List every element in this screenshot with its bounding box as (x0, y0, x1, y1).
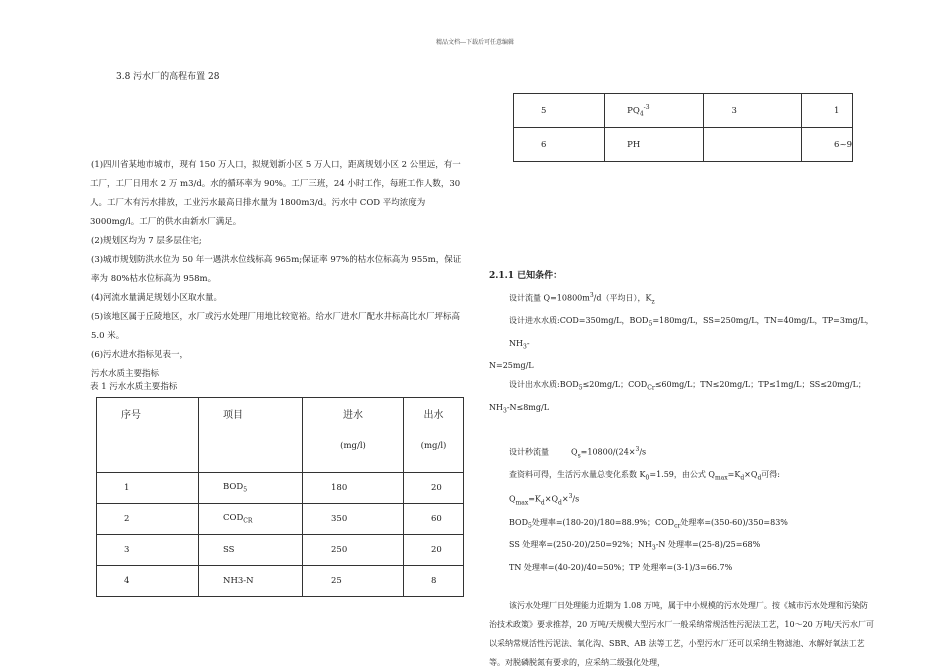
t: cr (674, 522, 681, 530)
table-row (97, 504, 464, 535)
t: max (515, 499, 529, 507)
t: 3 (522, 343, 527, 351)
spacer (489, 421, 875, 440)
t: /s (639, 447, 647, 457)
t: =1.59，由公式 Q (649, 469, 715, 479)
t: 设计流量 Q=10800m (509, 293, 590, 303)
tn-tp-rate-line: TN 处理率=(40-20)/40=50%；TP 处理率=(3-1)/3=66.7% (509, 562, 733, 572)
process-paragraph: 该污水处理厂日处理能力近期为 1.08 万吨，属于中小规模的污水处理厂。按《城市污水处理和污染防治技术政策》要求推荐，20 万吨/天规模大型污水厂一般采纳常规活性污泥法工艺，10～20 万吨/天污水厂可以采纳常规活性污泥法、氧化沟、SBR、AB 法等工艺，小型污水厂还可以采纳生物滤池、水解好氧法工艺等。对脱磷脱氮有要求的，应采纳二级强化处理， (489, 600, 875, 667)
t: - (526, 338, 530, 348)
item-sup: -3 (643, 103, 650, 111)
t: ≤60mg/L；TN≤20mg/L；TP≤1mg/L；SS≤20mg/L； (654, 380, 866, 390)
row-influent: 25 (303, 566, 404, 597)
t: d (558, 499, 562, 507)
t: -N≤8mg/L (506, 403, 550, 413)
item-name: PQ (627, 105, 640, 116)
row-item: PH (605, 128, 703, 162)
t: -N 处理率=(25-8)/25=68% (655, 540, 761, 550)
t: 设计出水水质:BOD (509, 380, 579, 390)
t: 3 (568, 493, 573, 501)
t: ×Q (744, 469, 758, 479)
section-title: 3.8 污水厂的高程布置 28 (116, 72, 220, 82)
qmax-line (489, 487, 875, 512)
t: z (651, 298, 655, 306)
t: ≤20mg/L；COD (582, 380, 648, 390)
t: BOD (509, 517, 528, 527)
t: 0 (645, 474, 650, 482)
item-sub: CR (243, 517, 253, 525)
item-sub: 5 (243, 486, 248, 494)
row-item (605, 94, 703, 128)
left-column-text (90, 156, 466, 384)
row-influent: 3 (703, 94, 802, 128)
t: /d（平均日），K (593, 293, 652, 303)
design-effluent-line (489, 375, 875, 398)
table-row (97, 473, 464, 504)
row-index: 4 (97, 566, 199, 597)
water-quality-table (96, 397, 464, 597)
row-effluent: 20 (404, 473, 464, 504)
table-row (514, 94, 853, 128)
t: 5 (648, 320, 653, 328)
t: 5 (578, 385, 583, 393)
t: 可得: (761, 469, 780, 479)
page-header: 精品文档---下载后可任意编辑 (435, 39, 515, 46)
table-row (97, 535, 464, 566)
row-influent (703, 128, 802, 162)
t: 3 (589, 292, 594, 299)
effluent-label: 出水 (423, 410, 444, 421)
row-index: 6 (514, 128, 605, 162)
row-item (199, 473, 303, 504)
row-index: 5 (514, 94, 605, 128)
design-influent-line-2: N=25mg/L (489, 361, 534, 371)
bod-cod-rate-line (489, 513, 875, 536)
para-6: (6)污水进水指标见表一， (91, 350, 189, 360)
design-influent-line (489, 311, 875, 356)
known-conditions-heading: 2.1.1 已知条件： (489, 271, 563, 281)
t: 5 (528, 522, 532, 530)
table-header-row (97, 398, 464, 473)
effluent-unit: (mg/l) (420, 441, 447, 451)
header-effluent (404, 398, 464, 473)
t: d (757, 474, 762, 482)
item-sub: 4 (639, 110, 644, 118)
t: =K (528, 495, 541, 505)
t: NH (489, 403, 503, 413)
row-item: SS (199, 535, 303, 566)
t: Q (509, 495, 516, 505)
peak-flow-line (489, 440, 875, 465)
row-effluent: 1 (802, 94, 853, 128)
t: =K (727, 469, 741, 479)
item-name: BOD (223, 482, 244, 493)
row-index: 3 (97, 535, 199, 566)
t: 处理率=(180-20)/180=88.9%；COD (531, 517, 675, 527)
row-effluent: 20 (404, 535, 464, 566)
header-index: 序号 (97, 398, 199, 473)
row-index: 2 (97, 504, 199, 535)
table-row (97, 566, 464, 597)
row-influent: 250 (303, 535, 404, 566)
table-row (514, 128, 853, 162)
para-7: 污水水质主要指标 (91, 369, 160, 379)
row-effluent: 60 (404, 504, 464, 535)
influent-unit: (mg/l) (340, 441, 366, 451)
influent-label: 进水 (343, 410, 363, 421)
row-influent: 180 (303, 473, 404, 504)
t: 3 (651, 544, 656, 552)
t: Cr (647, 385, 655, 393)
coefficient-line (489, 465, 875, 488)
t: =10800/(24× (580, 447, 636, 457)
header-item: 项目 (199, 398, 303, 473)
row-item (199, 504, 303, 535)
row-effluent: 6~9 (802, 128, 853, 162)
t: 设计进水水质:COD=350mg/L，BOD (509, 316, 649, 326)
para-3: (3)城市规划防洪水位为 50 年一遇洪水位线标高 965m;保证率 97%的枯水位标高为 955m，保证率为 80%枯水位标高为 958m。 (91, 255, 462, 284)
t: 3 (635, 445, 640, 453)
t: =180mg/L，SS=250mg/L，TN=40mg/L，TP=3mg/L，NH (509, 316, 874, 348)
row-influent: 350 (303, 504, 404, 535)
t: 3 (502, 407, 507, 415)
t: 处理率=(350-60)/350=83% (680, 517, 788, 527)
t: Q (571, 447, 578, 457)
t: SS 处理率=(250-20)/250=92%；NH (509, 540, 652, 550)
row-item: NH3-N (199, 566, 303, 597)
t: d (540, 499, 545, 507)
para-2: (2)规划区均为 7 层多层住宅; (91, 236, 202, 246)
ss-nh3-rate-line (489, 535, 875, 558)
para-1: (1)四川省某地市城市，现有 150 万人口，拟规划新小区 5 万人口，距离规划小区 2 公里远，有一工厂，工厂日用水 2 万 m3/d。水的循环率为 90%。工厂三班，24 小时工作，每班工作人数，30 人。工厂木有污水排放，工业污水最高日排水量为 1800m3/d。污水中 COD 平均浓度为 3000mg/l。工厂的供水由新水厂满足。 (90, 160, 461, 227)
water-quality-table-continued (513, 93, 853, 162)
t: 查资料可得，生活污水量总变化系数 K (509, 469, 646, 479)
design-effluent-line-2 (489, 398, 875, 421)
para-4: (4)河流水量满足规划小区取水量。 (91, 293, 223, 303)
t: s (577, 451, 581, 459)
t: /s (572, 495, 580, 505)
row-index: 1 (97, 473, 199, 504)
design-flow-line (489, 286, 875, 311)
row-effluent: 8 (404, 566, 464, 597)
t: 设计秒流量 (509, 447, 549, 457)
item-name: COD (223, 513, 244, 524)
t: d (740, 474, 745, 482)
right-column-text (489, 286, 875, 672)
spacer (489, 577, 875, 596)
t: × (561, 495, 569, 505)
t: max (714, 474, 728, 482)
table-caption: 表 1 污水水质主要指标 (90, 382, 178, 392)
header-influent (303, 398, 404, 473)
para-5: (5)该地区属于丘陵地区，水厂或污水处理厂用地比较宽裕。给水厂进水厂配水井标高比水厂坪标高 5.0 米。 (91, 312, 461, 341)
t: ×Q (544, 495, 559, 505)
